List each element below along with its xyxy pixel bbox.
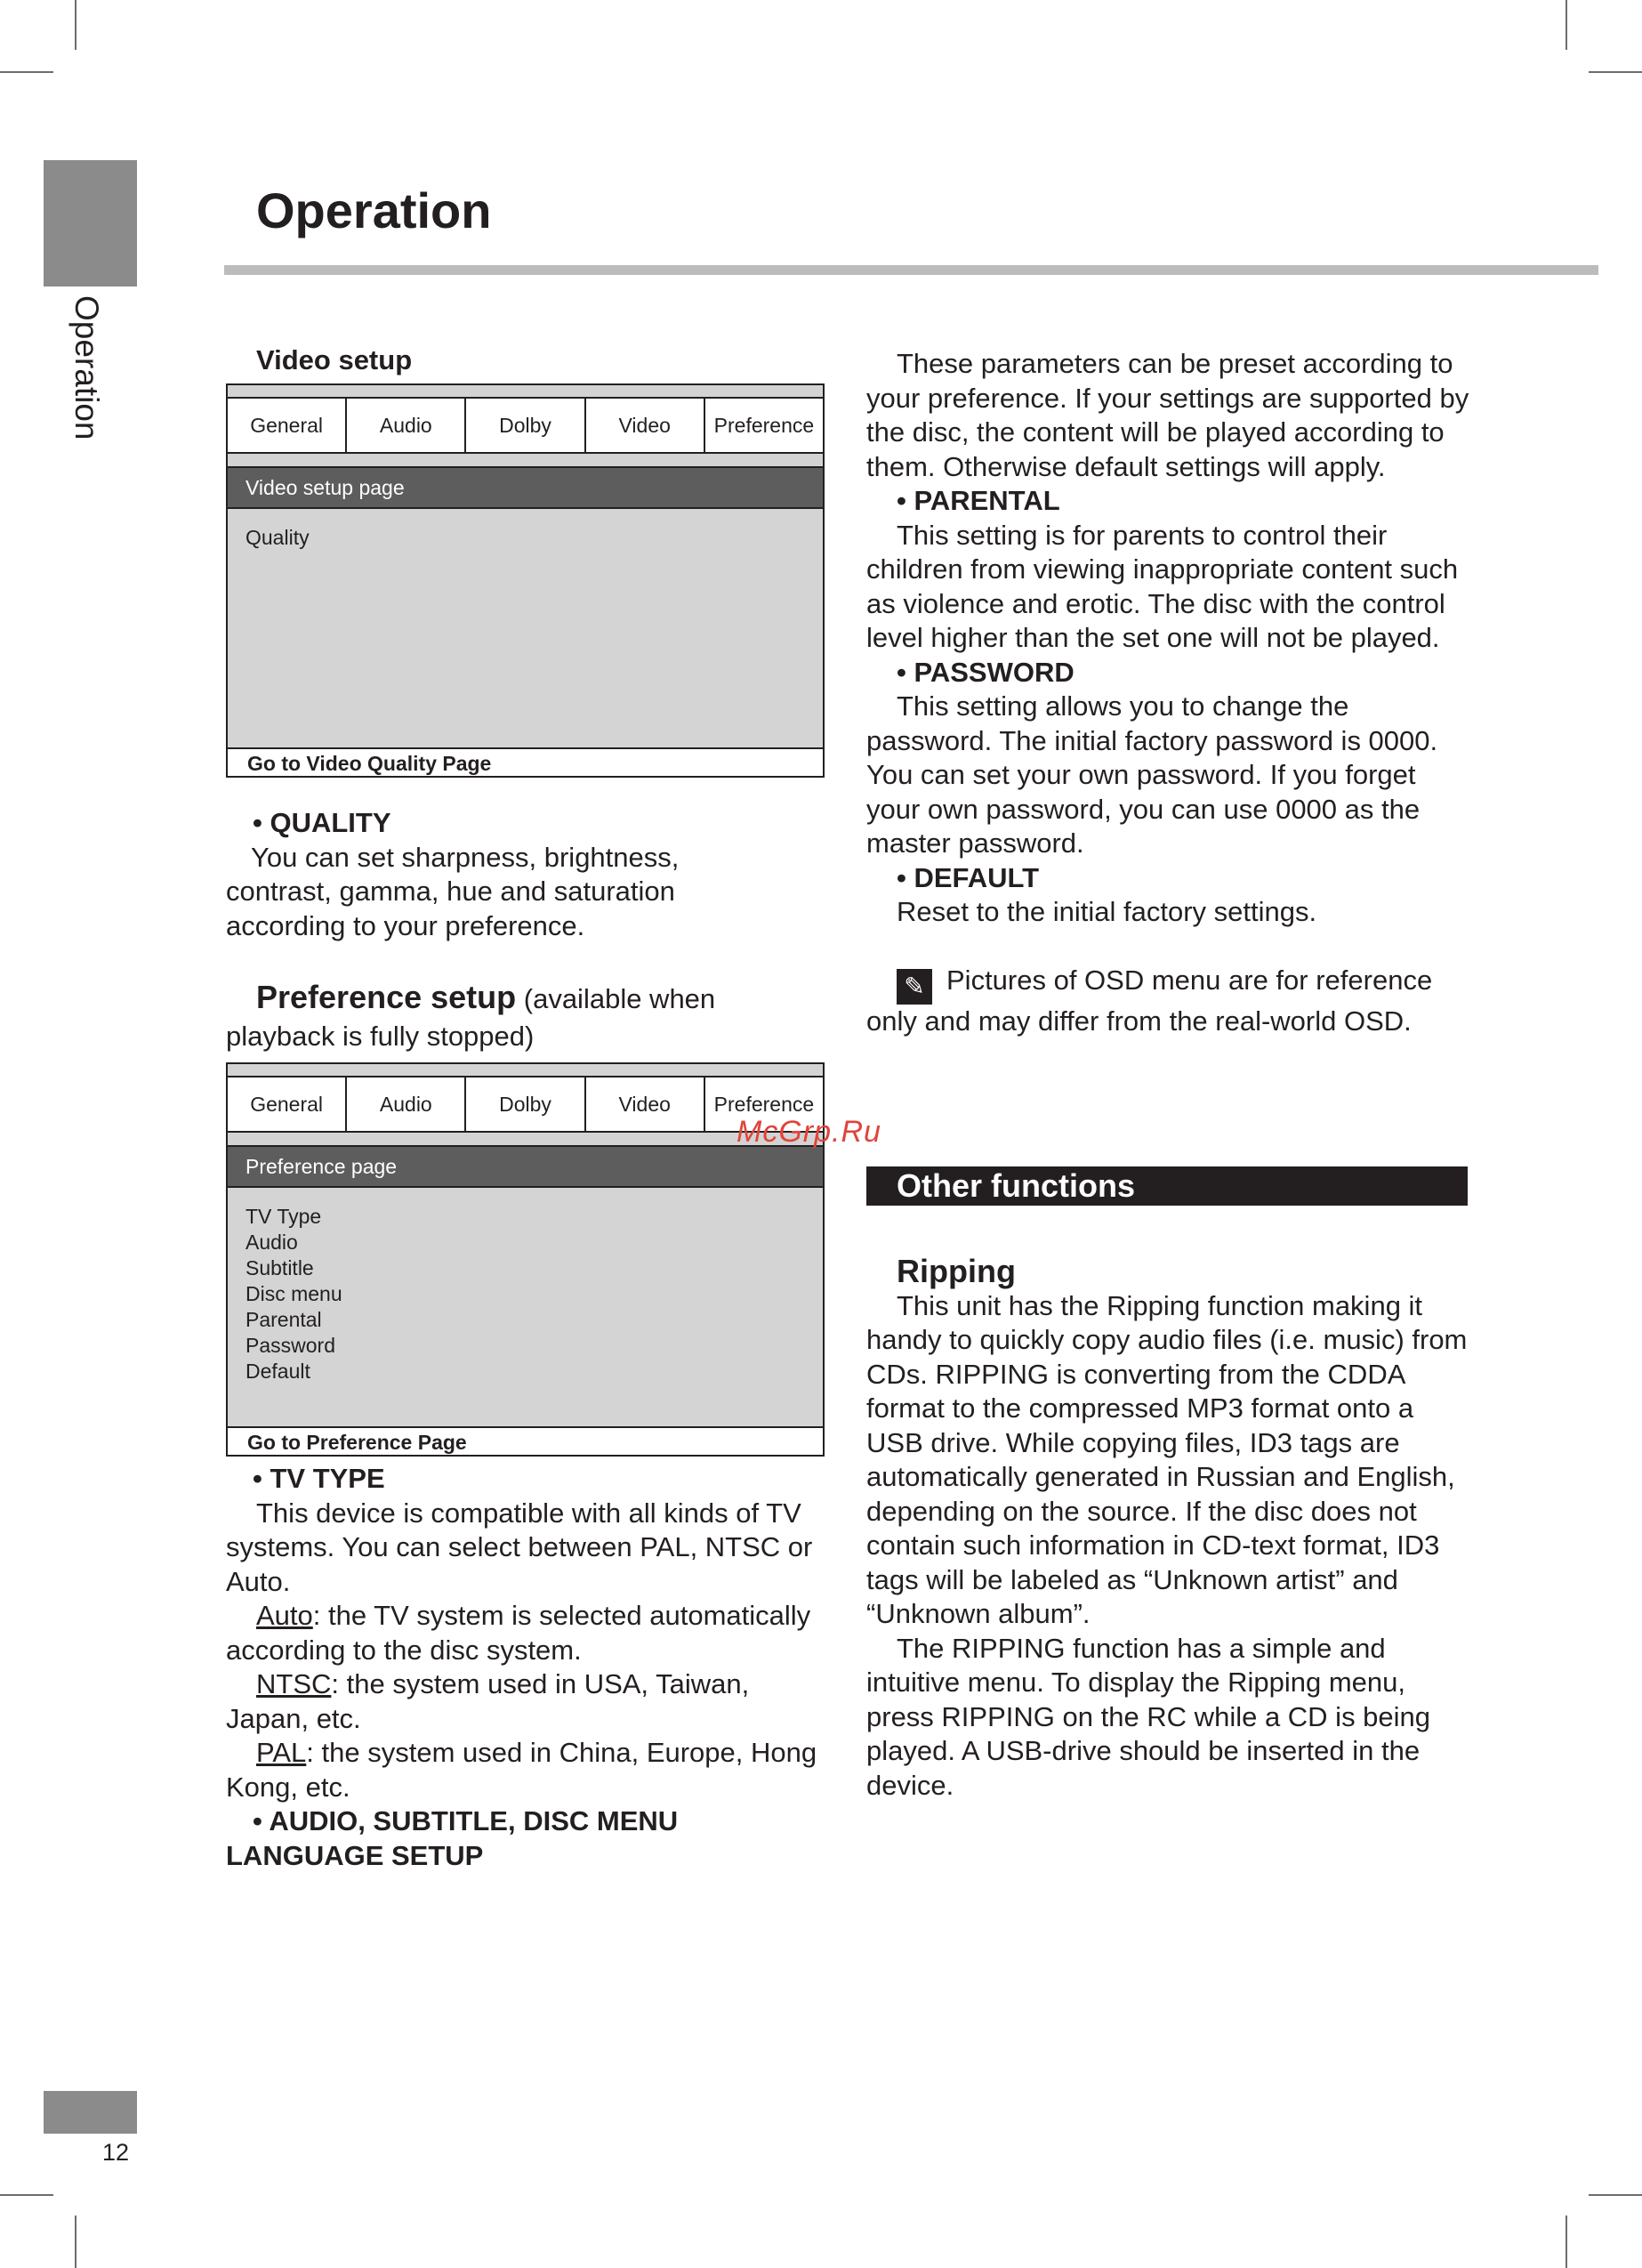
osd-tab-general: General (228, 399, 347, 452)
quality-text: You can set sharpness, brightness, contrast, gamma, hue and saturation according to your preference. (226, 841, 680, 941)
page-number: 12 (102, 2139, 130, 2166)
crop-mark (1566, 2216, 1567, 2268)
side-tab-marker (44, 160, 137, 287)
title-rule (224, 265, 1598, 275)
password-bullet: • PASSWORD (897, 656, 1075, 688)
osd-tab-video: Video (586, 1078, 705, 1131)
side-section-label: Operation (68, 295, 105, 440)
crop-mark (0, 71, 53, 73)
osd-tab-audio: Audio (347, 399, 466, 452)
preference-setup-note: (available when playback is fully stopped) (226, 983, 716, 1052)
tv-type-text: This device is compatible with all kinds of TV systems. You can select between PAL, NTSC or Auto. (226, 1497, 813, 1597)
osd-tab-audio: Audio (347, 1078, 466, 1131)
osd-page-label: Preference page (228, 1145, 823, 1188)
osd-item: Password (245, 1334, 335, 1357)
crop-mark (1589, 2194, 1642, 2196)
default-text: Reset to the initial factory settings. (897, 896, 1317, 927)
auto-term: Auto (256, 1600, 313, 1631)
osd-tab-video: Video (586, 399, 705, 452)
crop-mark (1589, 71, 1642, 73)
ripping-heading: Ripping (897, 1253, 1016, 1289)
osd-page-label: Video setup page (228, 466, 823, 509)
crop-mark (75, 2216, 76, 2268)
osd-item-list (228, 509, 823, 747)
password-text: This setting allows you to change the password. The initial factory password is 0000. You can set your own password. If you forget your own password, you can use 0000 as the master password. (866, 690, 1438, 859)
osd-item: Quality (245, 526, 310, 549)
right-column-settings (866, 347, 1471, 1038)
note-pencil-icon: ✎ (897, 969, 932, 1005)
osd-tab-bar (228, 399, 823, 454)
parental-bullet: • PARENTAL (897, 485, 1060, 516)
ntsc-text: : the system used in USA, Taiwan, Japan, etc. (226, 1668, 750, 1734)
ripping-text-1: This unit has the Ripping function making it handy to quickly copy audio files (i.e. music) from CDs. RIPPING is converting from the CDDA format to the compressed MP3 format onto a USB drive. While copying files, ID3 tags are automatically generated in Russian and English, depending on the source. If the disc does not contain such information in CD-text format, ID3 tags will be labeled as “Unknown artist” and “Unknown album”. (866, 1289, 1468, 1629)
crop-mark (0, 2194, 53, 2196)
crop-mark (75, 0, 76, 50)
osd-tab-preference: Preference (713, 1092, 815, 1116)
tv-type-bullet: • TV TYPE (253, 1463, 385, 1494)
osd-tab-dolby: Dolby (466, 399, 585, 452)
osd-item: Default (245, 1360, 310, 1383)
osd-item-list (228, 1188, 823, 1426)
watermark: McGrp.Ru (736, 1115, 881, 1149)
video-setup-osd (226, 383, 825, 778)
osd-tab-preference: Preference (713, 413, 815, 437)
other-functions-heading: Other functions (866, 1166, 1468, 1206)
ripping-section (866, 1255, 1471, 1803)
osd-item: Parental (245, 1308, 322, 1331)
tv-type-section (226, 1462, 831, 1873)
auto-text: : the TV system is selected automatically according to the disc system. (226, 1600, 811, 1666)
ripping-text-2: The RIPPING function has a simple and intuitive menu. To display the Ripping menu, press RIPPING on the RC while a CD is being played. A USB-drive should be inserted in the device. (866, 1632, 1431, 1801)
osd-tab-bar (228, 1078, 823, 1133)
preference-setup-osd (226, 1062, 825, 1457)
osd-item: Audio (245, 1231, 298, 1254)
osd-item: Subtitle (245, 1256, 314, 1279)
language-setup-bullet: • AUDIO, SUBTITLE, DISC MENU LANGUAGE SETUP (226, 1805, 679, 1871)
quality-bullet: • QUALITY (253, 807, 391, 838)
pal-text: : the system used in China, Europe, Hong Kong, etc. (226, 1737, 817, 1803)
osd-tab-general: General (228, 1078, 347, 1131)
osd-footer: Go to Preference Page (228, 1426, 823, 1457)
page-number-marker (44, 2091, 137, 2134)
page-title: Operation (256, 182, 492, 238)
intro-text: These parameters can be preset according to your preference. If your settings are supported by the disc, the content will be played according to them. Otherwise default settings will apply. (866, 348, 1469, 482)
ntsc-term: NTSC (256, 1668, 332, 1699)
preference-heading-block (226, 979, 777, 1055)
preference-setup-heading: Preference setup (256, 979, 517, 1015)
osd-item: TV Type (245, 1205, 322, 1228)
osd-tab-dolby: Dolby (466, 1078, 585, 1131)
parental-text: This setting is for parents to control their children from viewing inappropriate content such as violence and erotic. The disc with the control level higher than the set one will not be played. (866, 519, 1459, 653)
osd-footer: Go to Video Quality Page (228, 747, 823, 778)
crop-mark (1566, 0, 1567, 50)
video-setup-heading: Video setup (256, 344, 413, 375)
pal-term: PAL (256, 1737, 307, 1768)
osd-item: Disc menu (245, 1282, 342, 1305)
default-bullet: • DEFAULT (897, 861, 1040, 893)
quality-section (226, 806, 706, 943)
note-text: Pictures of OSD menu are for reference only and may differ from the real-world OSD. (866, 964, 1433, 1037)
